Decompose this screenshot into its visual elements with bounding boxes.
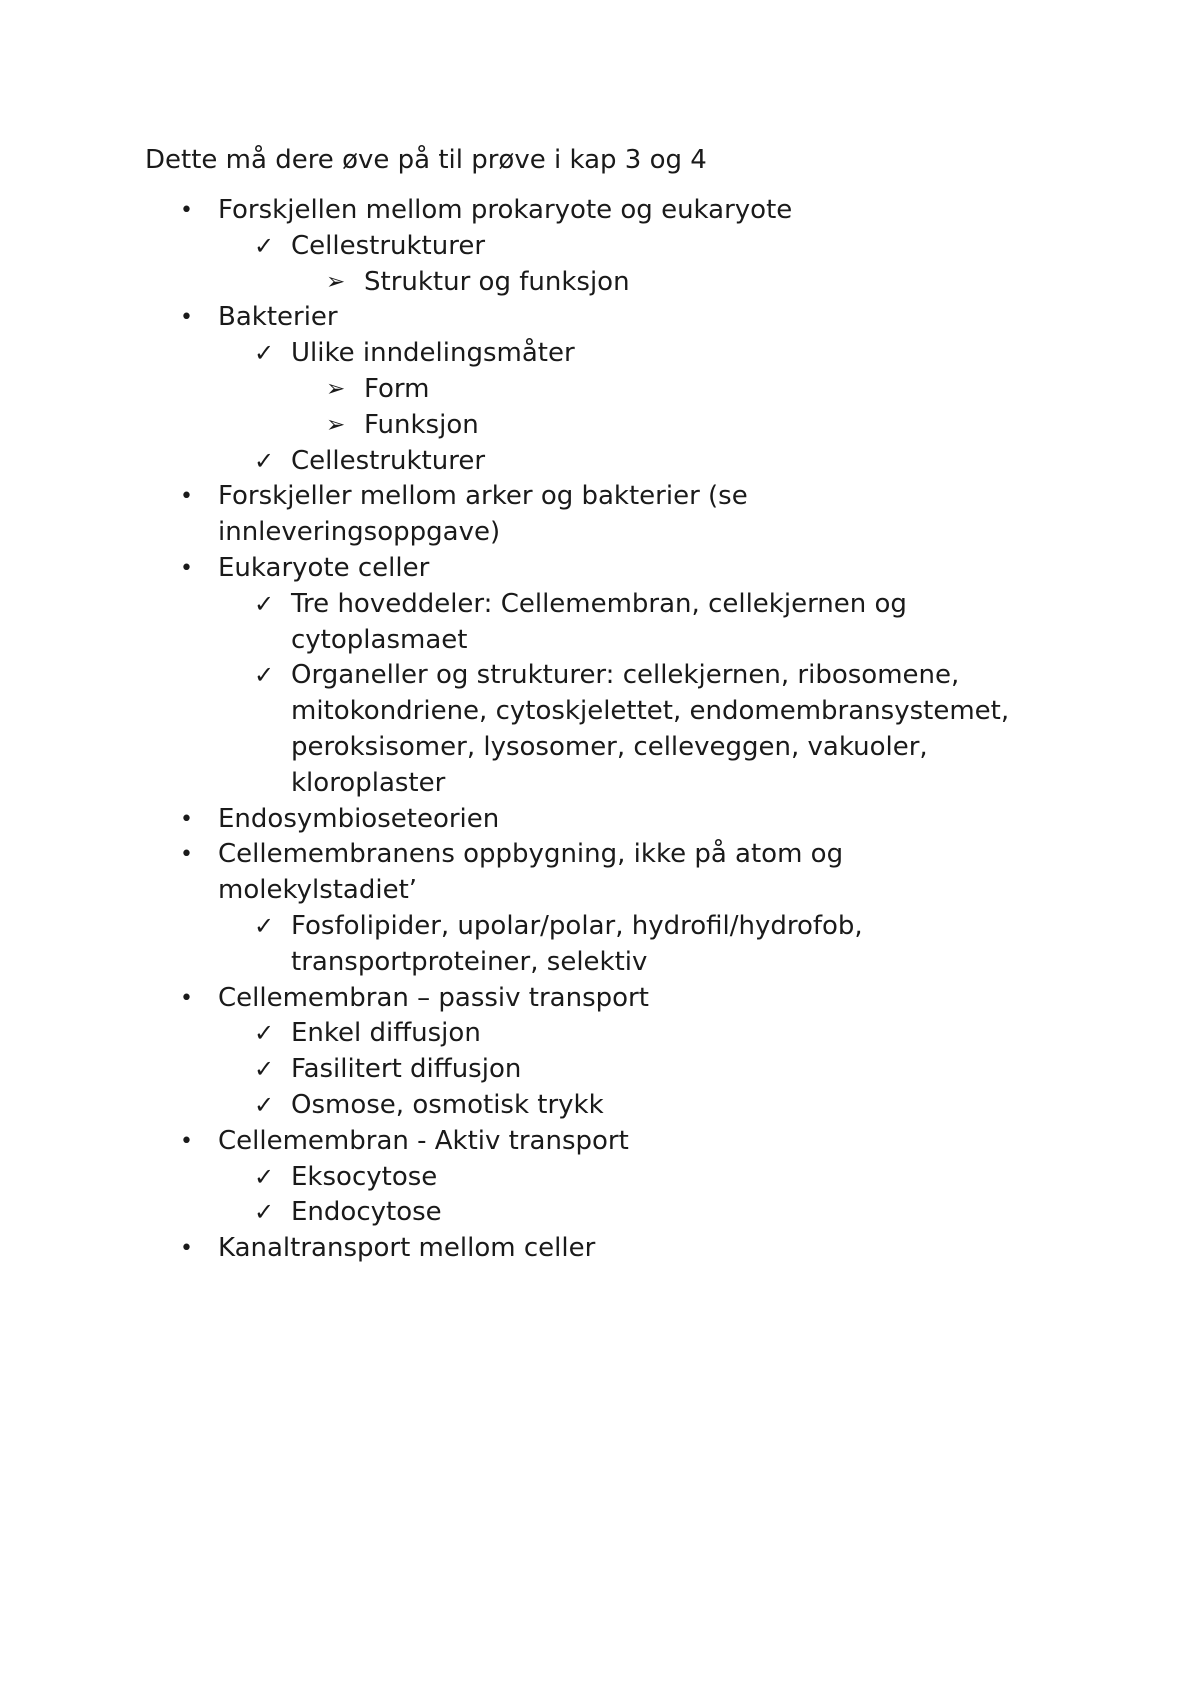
list-item bbox=[0, 1160, 1051, 1196]
list-item bbox=[0, 444, 1051, 480]
list-item-text: Kanaltransport mellom celler bbox=[218, 1233, 596, 1264]
list-item-text: Ulike inndelingsmåter bbox=[291, 338, 575, 369]
checkmark-icon: ✓ bbox=[254, 1090, 275, 1119]
list-item bbox=[0, 1016, 1051, 1052]
list-item-text: Fosfolipider, upolar/polar, hydrofil/hydrofob, transportproteiner, selektiv bbox=[291, 910, 863, 977]
list-item-text: Organeller og strukturer: cellekjernen, ribosomene, mitokondriene, cytoskjelettet, endomembransystemet, peroksisomer, lysosomer, celleveggen, vakuoler, kloroplaster bbox=[291, 660, 1010, 798]
list-item-text: Eukaryote celler bbox=[218, 552, 430, 583]
list-item bbox=[0, 1195, 1051, 1231]
arrowhead-icon: ➢ bbox=[326, 411, 346, 438]
list-item bbox=[0, 981, 1018, 1017]
checkmark-icon: ✓ bbox=[254, 1162, 275, 1191]
list-item-text: Cellemembranens oppbygning, ikke på atom og molekylstadiet’ bbox=[218, 839, 844, 906]
list-item-text: Fasilitert diffusjon bbox=[291, 1054, 522, 1085]
list-item bbox=[0, 1088, 1051, 1124]
list-item-text: Endosymbioseteorien bbox=[218, 803, 500, 834]
list-item bbox=[0, 909, 1051, 981]
list-item bbox=[0, 229, 1051, 265]
list-item-text: Enkel diffusjon bbox=[291, 1018, 481, 1049]
bullet-dot-icon: • bbox=[180, 484, 193, 510]
list-item-text: Cellemembran - Aktiv transport bbox=[218, 1125, 629, 1156]
list-item bbox=[0, 587, 1051, 659]
list-item bbox=[0, 265, 1064, 301]
checkmark-icon: ✓ bbox=[254, 589, 275, 618]
checkmark-icon: ✓ bbox=[254, 1019, 275, 1048]
list-item bbox=[0, 372, 1064, 408]
document-heading: Dette må dere øve på til prøve i kap 3 og 4 bbox=[145, 145, 707, 175]
checkmark-icon: ✓ bbox=[254, 446, 275, 475]
outline-list bbox=[0, 193, 1200, 1267]
checkmark-icon: ✓ bbox=[254, 1198, 275, 1227]
list-item-text: Eksocytose bbox=[291, 1161, 438, 1192]
list-item bbox=[0, 1124, 1018, 1160]
list-item-text: Struktur og funksjon bbox=[364, 266, 630, 297]
list-item bbox=[0, 551, 1018, 587]
checkmark-icon: ✓ bbox=[254, 231, 275, 260]
list-item-text: Cellemembran – passiv transport bbox=[218, 982, 649, 1013]
list-item bbox=[0, 408, 1064, 444]
list-item-text: Osmose, osmotisk trykk bbox=[291, 1089, 604, 1120]
list-item-text: Form bbox=[364, 373, 430, 404]
checkmark-icon: ✓ bbox=[254, 339, 275, 368]
checkmark-icon: ✓ bbox=[254, 1055, 275, 1084]
list-item bbox=[0, 336, 1051, 372]
list-item-text: Endocytose bbox=[291, 1197, 442, 1228]
checkmark-icon: ✓ bbox=[254, 911, 275, 940]
arrowhead-icon: ➢ bbox=[326, 375, 346, 402]
list-item-text: Forskjeller mellom arker og bakterier (se innleveringsoppgave) bbox=[218, 481, 748, 548]
list-item-text: Bakterier bbox=[218, 302, 338, 333]
list-item-text: Funksjon bbox=[364, 409, 479, 440]
list-item bbox=[0, 300, 1018, 336]
bullet-dot-icon: • bbox=[180, 842, 193, 868]
list-item bbox=[0, 802, 1018, 838]
list-item-text: Cellestrukturer bbox=[291, 230, 486, 261]
bullet-dot-icon: • bbox=[180, 198, 193, 223]
checkmark-icon: ✓ bbox=[254, 661, 275, 690]
list-item bbox=[0, 1052, 1051, 1088]
bullet-dot-icon: • bbox=[180, 1236, 193, 1262]
arrowhead-icon: ➢ bbox=[326, 268, 346, 295]
bullet-dot-icon: • bbox=[180, 305, 193, 331]
list-item-text: Tre hoveddeler: Cellemembran, cellekjernen og cytoplasmaet bbox=[291, 588, 907, 655]
list-item bbox=[0, 1231, 1018, 1267]
list-item bbox=[0, 479, 1018, 551]
list-item-text: Cellestrukturer bbox=[291, 445, 486, 476]
bullet-dot-icon: • bbox=[180, 555, 193, 581]
bullet-dot-icon: • bbox=[180, 1128, 193, 1154]
list-item bbox=[0, 193, 1018, 229]
list-item bbox=[0, 837, 1018, 909]
list-item-text: Forskjellen mellom prokaryote og eukaryote bbox=[218, 195, 793, 225]
bullet-dot-icon: • bbox=[180, 806, 193, 832]
list-item bbox=[0, 658, 1051, 801]
bullet-dot-icon: • bbox=[180, 985, 193, 1011]
